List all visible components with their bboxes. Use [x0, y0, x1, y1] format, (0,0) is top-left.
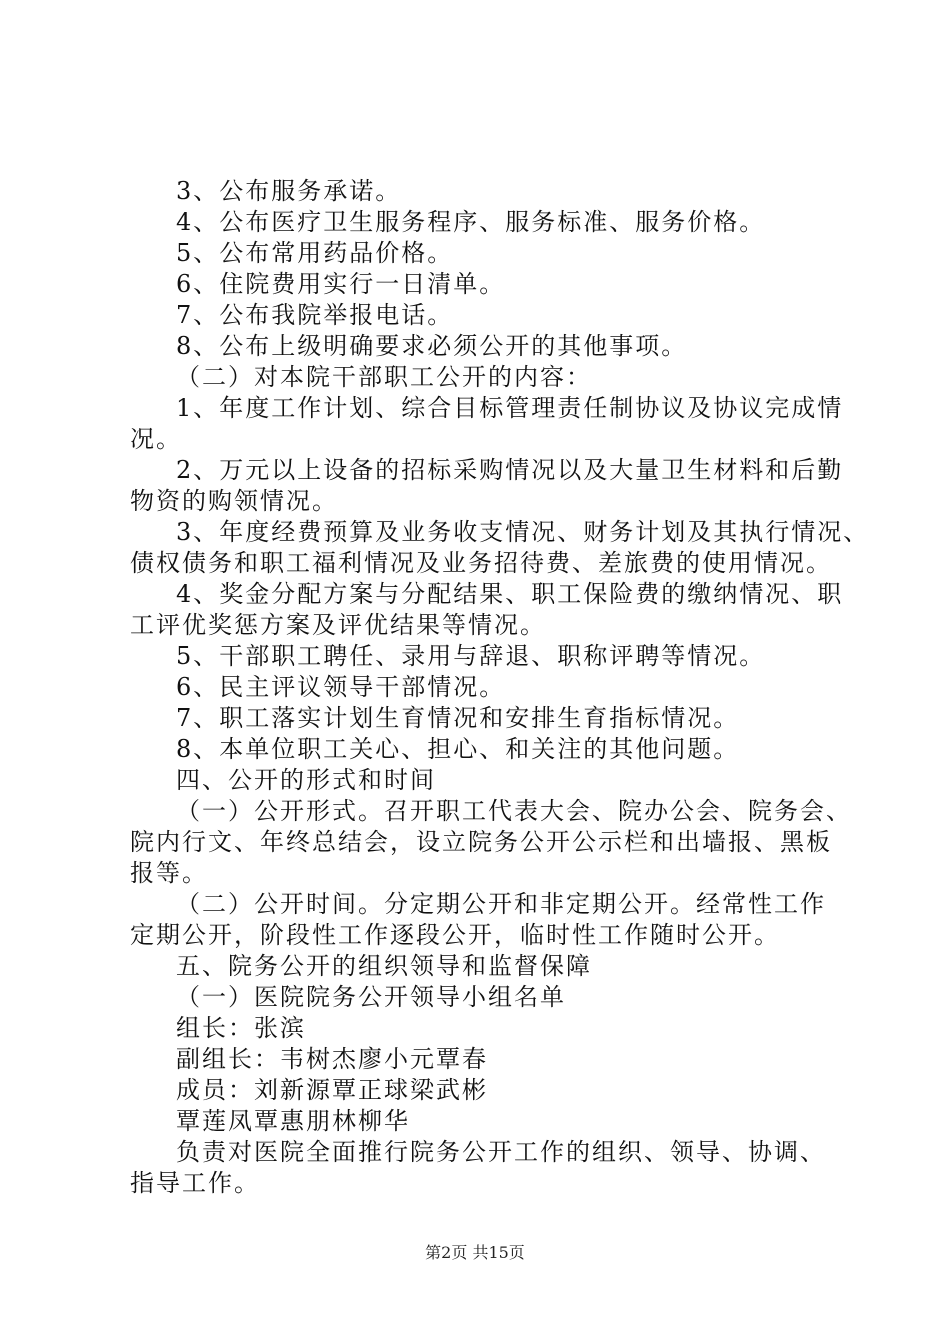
text-line: 7、公布我院举报电话。: [176, 301, 454, 329]
section-heading: 五、院务公开的组织领导和监督保障: [176, 952, 592, 980]
text-line: 指导工作。: [130, 1169, 260, 1197]
text-line: 5、干部职工聘任、录用与辞退、职称评聘等情况。: [176, 642, 766, 670]
text-line: 3、年度经费预算及业务收支情况、财务计划及其执行情况、: [176, 518, 870, 546]
text-line: 2、万元以上设备的招标采购情况以及大量卫生材料和后勤: [176, 456, 844, 484]
text-line: 8、本单位职工关心、担心、和关注的其他问题。: [176, 735, 740, 763]
section-heading: （二）对本院干部职工公开的内容：: [176, 363, 592, 391]
text-line: 5、公布常用药品价格。: [176, 239, 454, 267]
text-line: 报等。: [130, 859, 208, 887]
text-line: 物资的购领情况。: [130, 487, 338, 515]
text-line: （一）公开形式。召开职工代表大会、院办公会、院务会、: [176, 797, 852, 825]
text-line: （二）公开时间。分定期公开和非定期公开。经常性工作: [176, 890, 826, 918]
text-line: 定期公开，阶段性工作逐段公开，临时性工作随时公开。: [130, 921, 780, 949]
text-line: 6、住院费用实行一日清单。: [176, 270, 506, 298]
text-line: 3、公布服务承诺。: [176, 177, 402, 205]
text-line: 况。: [130, 425, 182, 453]
text-line: 院内行文、年终总结会，设立院务公开公示栏和出墙报、黑板: [130, 828, 832, 856]
text-line: 成员：刘新源覃正球梁武彬: [176, 1076, 488, 1104]
text-line: 4、公布医疗卫生服务程序、服务标准、服务价格。: [176, 208, 766, 236]
text-line: 4、奖金分配方案与分配结果、职工保险费的缴纳情况、职: [176, 580, 844, 608]
text-line: 组长：张滨: [176, 1014, 306, 1042]
text-line: 7、职工落实计划生育情况和安排生育指标情况。: [176, 704, 740, 732]
section-heading: （一）医院院务公开领导小组名单: [176, 983, 566, 1011]
text-line: 覃莲凤覃惠朋林柳华: [176, 1107, 410, 1135]
text-line: 负责对医院全面推行院务公开工作的组织、领导、协调、: [176, 1138, 826, 1166]
page-number: 第2页 共15页: [425, 1243, 525, 1262]
text-line: 债权债务和职工福利情况及业务招待费、差旅费的使用情况。: [130, 549, 832, 577]
text-line: 工评优奖惩方案及评优结果等情况。: [130, 611, 546, 639]
text-line: 8、公布上级明确要求必须公开的其他事项。: [176, 332, 688, 360]
text-line: 副组长：韦树杰廖小元覃春: [176, 1045, 488, 1073]
text-line: 6、民主评议领导干部情况。: [176, 673, 506, 701]
text-line: 1、年度工作计划、综合目标管理责任制协议及协议完成情: [176, 394, 844, 422]
section-heading: 四、公开的形式和时间: [176, 766, 436, 794]
